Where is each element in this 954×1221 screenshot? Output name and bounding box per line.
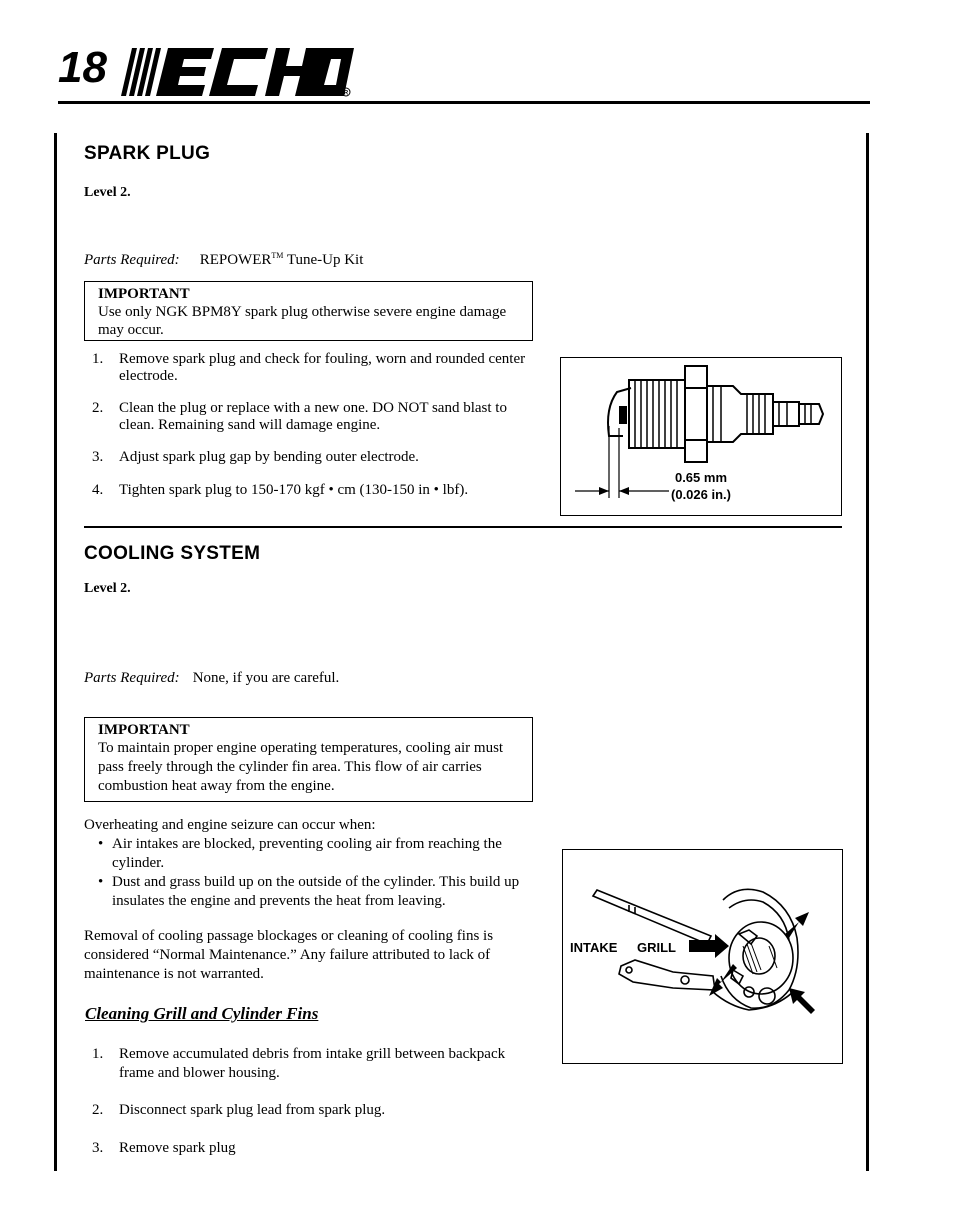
important-title: IMPORTANT <box>98 286 190 302</box>
spark-plug-parts-required <box>84 251 363 269</box>
list-item: 1. Remove spark plug and check for fouling, worn and rounded center electrode. <box>92 351 526 384</box>
cleaning-steps <box>84 1045 534 1158</box>
bullet-icon: • <box>98 836 104 852</box>
list-item: 3. Remove spark plug <box>92 1140 236 1156</box>
page-number: 18 <box>58 43 107 92</box>
header-rule <box>58 101 870 104</box>
svg-text:R: R <box>343 90 349 97</box>
overheat-intro: Overheating and engine seizure can occur when: <box>84 817 376 833</box>
trademark-mark: TM <box>271 251 284 260</box>
bullet-icon: • <box>98 874 104 890</box>
important-box-spark-plug <box>84 281 533 341</box>
spark-plug-figure <box>560 357 842 516</box>
gap-measurement-in: (0.026 in.) <box>671 487 731 502</box>
right-margin-rule <box>866 133 869 1171</box>
parts-required-label: Parts Required: <box>84 670 180 686</box>
list-item: • Air intakes are blocked, preventing cooling air from reaching the cylinder. <box>98 836 502 871</box>
important-text: To maintain proper engine operating temperatures, cooling air must pass freely through the cylinder fin area. This flow of air carries combustion heat away from the engine. <box>98 740 504 794</box>
blower-illustration <box>563 850 842 1063</box>
cooling-parts-required <box>84 670 339 687</box>
parts-required-value: None, if you are careful. <box>192 670 340 686</box>
list-item: • Dust and grass build up on the outside of the cylinder. This build up insulates the engine and prevents the heat from leaving. <box>98 874 520 909</box>
important-title: IMPORTANT <box>98 722 190 738</box>
section-divider <box>84 526 842 528</box>
spark-plug-level: Level 2. <box>84 185 131 200</box>
grill-label: GRILL <box>637 940 676 955</box>
section-title-spark-plug: SPARK PLUG <box>84 143 211 164</box>
gap-measurement-mm: 0.65 mm <box>674 470 728 485</box>
parts-required-value: REPOWER <box>199 252 272 268</box>
list-item: 3. Adjust spark plug gap by bending outer electrode. <box>92 449 419 465</box>
left-margin-rule <box>54 133 57 1171</box>
cooling-level: Level 2. <box>84 581 131 596</box>
list-item: 1. Remove accumulated debris from intake grill between backpack frame and blower housing. <box>92 1046 506 1081</box>
spark-plug-steps <box>84 351 534 499</box>
list-item: 4. Tighten spark plug to 150-170 kgf • cm (130-150 in • lbf). <box>92 482 469 498</box>
section-title-cooling-system: COOLING SYSTEM <box>84 543 261 564</box>
removal-paragraph: Removal of cooling passage blockages or cleaning of cooling fins is considered “Normal Maintenance.” Any failure attributed to lack of maintenance is not warranted. <box>84 928 494 982</box>
blower-figure <box>562 849 843 1064</box>
list-item: 2. Clean the plug or replace with a new one. DO NOT sand blast to clean. Remaining sand will damage engine. <box>92 400 507 433</box>
important-box-cooling <box>84 717 533 802</box>
important-text: Use only NGK BPM8Y spark plug otherwise severe engine damage may occur. <box>98 304 507 338</box>
parts-required-label: Parts Required: <box>84 252 180 268</box>
echo-logo <box>118 42 354 100</box>
cleaning-heading: Cleaning Grill and Cylinder Fins <box>85 1004 319 1023</box>
list-item: 2. Disconnect spark plug lead from spark plug. <box>92 1102 386 1118</box>
parts-required-value-tail: Tune-Up Kit <box>283 252 364 268</box>
overheating-block <box>84 816 534 911</box>
intake-label: INTAKE <box>570 940 618 955</box>
